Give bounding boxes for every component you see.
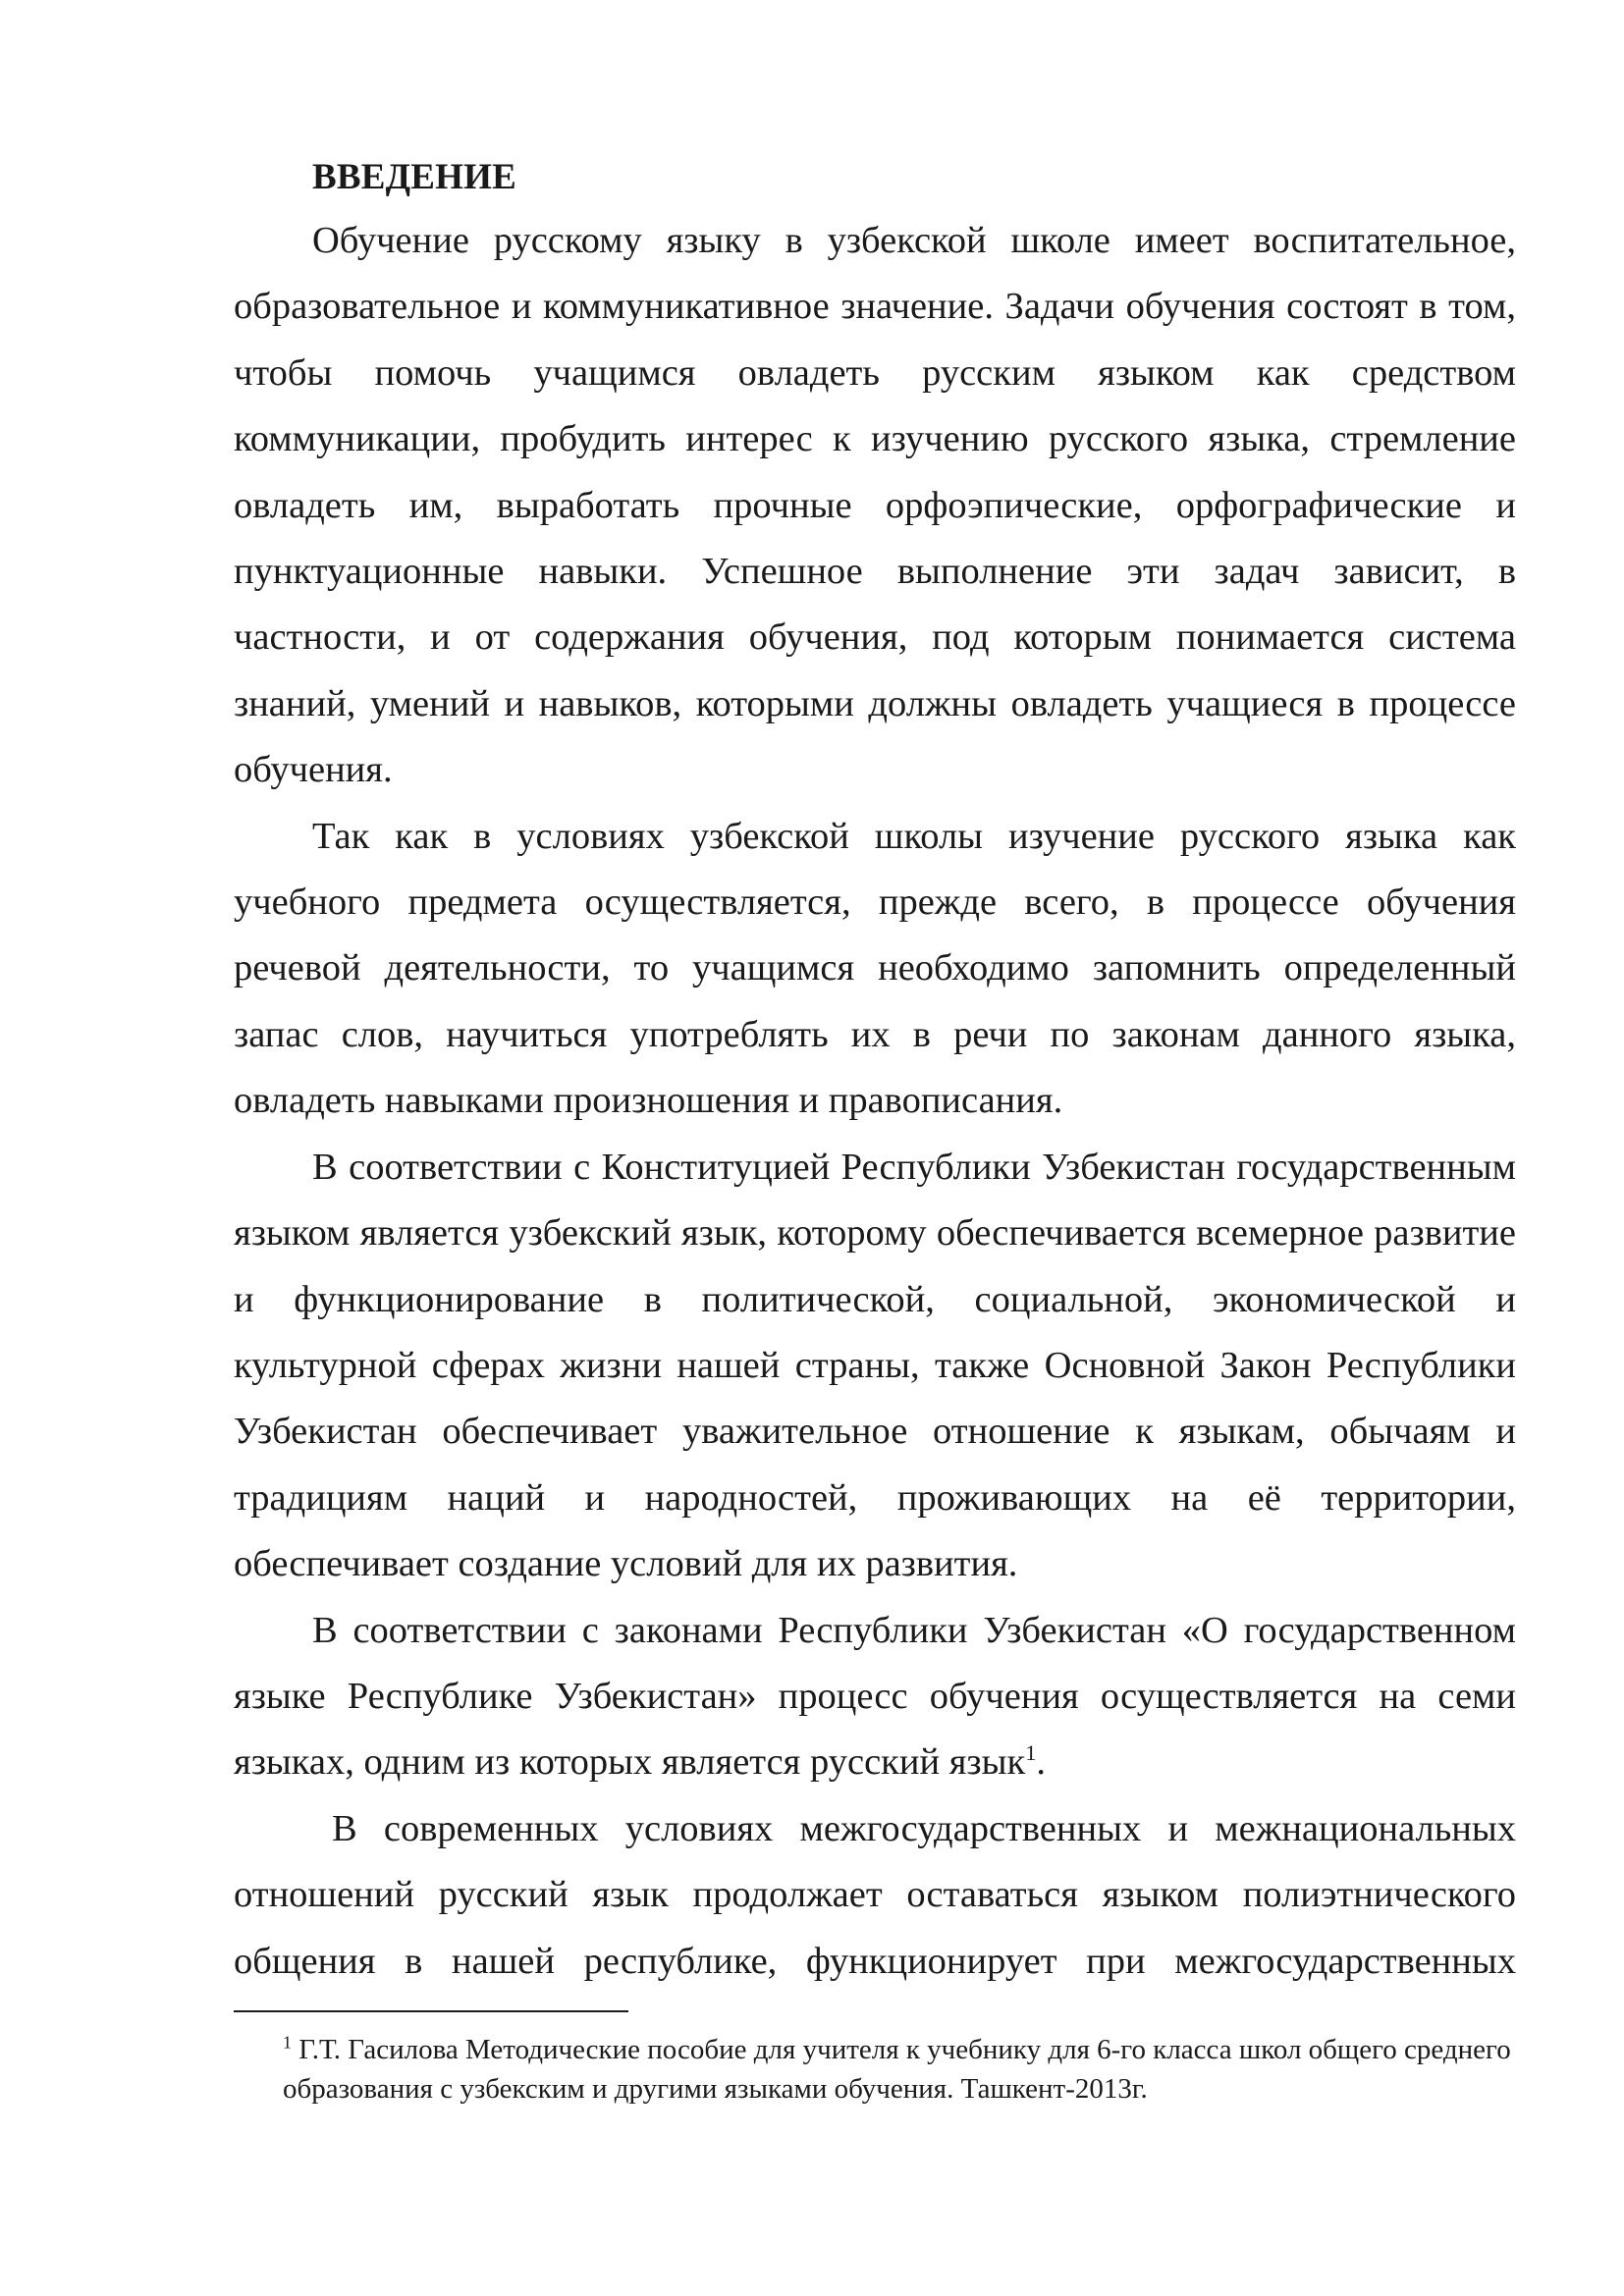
footnote-text: Г.Т. Гасилова Методические пособие для учителя к учебнику для 6-го класса школ общего среднего образования с узбекским и другими языками обучения. Ташкент-2013г. xyxy=(283,2034,1511,2105)
footnote-separator xyxy=(234,2010,628,2012)
main-text xyxy=(234,147,1516,1995)
footnote-marker: 1 xyxy=(283,2032,292,2053)
paragraph-5: В современных условиях межгосударственных и межнациональных отношений русский язык продолжает оставаться языком полиэтнического общения в нашей республике, функционирует при межгосударственных xyxy=(234,1807,1516,1982)
paragraph-3: В соответствии с Конституцией Республики Узбекистан государственным языком является узбекский язык, которому обеспечивается всемерное развитие и функционирование в политической, социальной, экономической и культурной сферах жизни нашей страны, также Основной Закон Республики Узбекистан обеспечивает уважительное отношение к языкам, обычаям и традициям наций и народностей, проживающих на её территории, обеспечивает создание условий для их развития. xyxy=(234,1146,1516,1585)
footnote xyxy=(283,2030,1520,2109)
paragraph-4 xyxy=(234,1598,1516,1796)
paragraph-4-end: . xyxy=(1036,1741,1047,1784)
paragraph-4-text: В соответствии с законами Республики Узбекистан «О государственном языке Республике Узбекистан» процесс обучения осуществляется на семи языках, одним из которых является русский язык xyxy=(234,1609,1516,1784)
paragraph-1: Обучение русскому языку в узбекской школе имеет воспитательное, образовательное и коммуникативное значение. Задачи обучения состоят в том, чтобы помочь учащимся овладеть русским языком как средством коммуникации, пробудить интерес к изучению русского языка, стремление овладеть им, выработать прочные орфоэпические, орфографические и пунктуационные навыки. Успешное выполнение эти задач зависит, в частности, и от содержания обучения, под которым понимается система знаний, умений и навыков, которыми должны овладеть учащиеся в процессе обучения. xyxy=(234,220,1516,791)
footnote-reference[interactable]: 1 xyxy=(1025,1740,1037,1766)
paragraph-2: Так как в условиях узбекской школы изучение русского языка как учебного предмета осуществляется, прежде всего, в процессе обучения речевой деятельности, то учащимся необходимо запомнить определенный запас слов, научиться употреблять их в речи по законам данного языка, овладеть навыками произношения и правописания. xyxy=(234,815,1516,1122)
section-heading: ВВЕДЕНИЕ xyxy=(312,157,517,197)
